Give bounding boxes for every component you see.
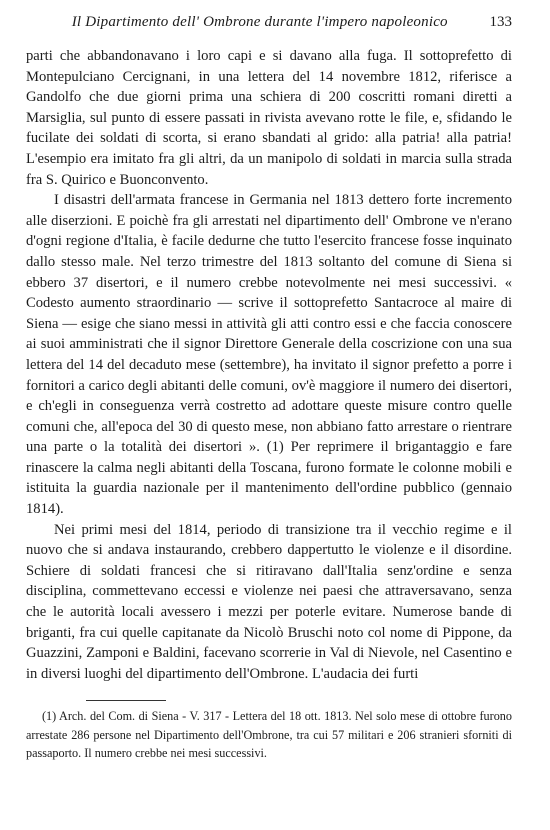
main-text [26, 46, 512, 684]
book-page [26, 14, 512, 775]
paragraph-3: Nei primi mesi del 1814, periodo di transizione tra il vecchio regime e il nuovo che si andava instaurando, crebbero dappertutto le violenze e il disordine. Schiere di soldati francesi che si ritiravano dall'Italia senz'ordine e senza disciplina, commettevano eccessi e violenze nei paesi che attraversavano, senza che le autorità locali avessero i mezzi per poterle evitare. Numerose bande di briganti, fra cui quelle capitanate da Nicolò Bruschi noto col nome di Pippone, da Guazzini, Zamponi e Baldini, facevano scorrerie in Val di Nievole, nel Casentino e in diversi luoghi del dipartimento dell'Ombrone. L'audacia dei furti [26, 521, 512, 682]
footnote: (1) Arch. del Com. di Siena - V. 317 - Lettera del 18 ott. 1813. Nel solo mese di ottobre furono arrestate 286 persone nel Dipartimento dell'Ombrone, tra cui 57 militari e 206 stranieri sforniti di passaporto. Il numero crebbe nei mesi successivi. [26, 709, 512, 761]
footnote-rule [86, 700, 166, 701]
paragraph-1: parti che abbandonavano i loro capi e si davano alla fuga. Il sottoprefetto di Montepulciano Cercignani, in una lettera del 14 novembre 1812, riferisce a Gandolfo che due giorni prima una schiera di 200 coscritti romani diretti a Marsiglia, sul punto di essere passati in rivista avevano rotte le file, e, sfidando le fucilate dei soldati di scorta, si erano sbandati al grido: alla patria! alla patria! L'esempio era imitato fra gli altri, da un manipolo di soldati in marcia sulla strada fra S. Quirico e Buonconvento. [26, 48, 512, 188]
running-title: Il Dipartimento dell' Ombrone durante l'impero napoleonico [71, 14, 448, 30]
paragraph-2: I disastri dell'armata francese in Germania nel 1813 dettero forte incremento alle diserzioni. E poichè fra gli arrestati nel dipartimento dell' Ombrone ve n'erano d'ogni regione d'Italia, è facile dedurne che tutto l'esercito francese fosse inquinato dallo stesso male. Nel terzo trimestre del 1813 soltanto del comune di Siena si ebbero 37 disertori, e il numero crebbe notevolmente nei mesi successivi. « Codesto aumento straordinario — scrive il sottoprefetto Santacroce al maire di Siena — esige che siano messi in attività gli atti contro essi e che faccia conoscere ai suoi amministrati che il signor Direttore Generale della coscrizione con una sua lettera del 14 del decaduto mese (settembre), ha invitato il signor prefetto a porre i fornitori a carico degli abitanti delle comuni, ov'è maggiore il numero dei disertori, e ch'egli in conseguenza verrà costretto ad adottare queste misure contro quelle comuni che, all'epoca del 30 di questo mese, non abbiano fatto arrestare o rientrare una parte o la totalità dei disertori ». (1) Per reprimere il brigantaggio e fare rinascere la calma negli abitanti della Toscana, furono formate le colonne mobili e istituita la guardia nazionale per il mantenimento dell'ordine pubblico (gennaio 1814). [26, 192, 512, 518]
running-head [30, 14, 512, 40]
page-number: 133 [489, 14, 512, 30]
